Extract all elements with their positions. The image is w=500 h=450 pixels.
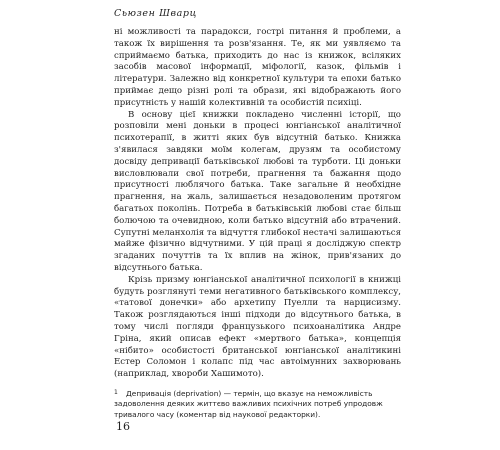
- running-head: Сьюзен Шварц: [114, 8, 197, 19]
- footnote: [114, 388, 401, 420]
- footnote-marker: 1: [114, 389, 118, 396]
- footnote-text: Депривація (deprivation) — термін, що вказує на неможливість задоволення деяких життєво важливих психічних потреб упродовж тривалого часу (коментар від наукової редакторки).: [114, 389, 383, 419]
- body-text: [114, 27, 401, 381]
- page-number: 16: [116, 420, 130, 433]
- paragraph-continued: ні можливості та парадокси, гострі питання й проблеми, а також їх вирішення та розв'язання. Те, як ми уявляємо та сприймаємо батька, приходить до нас із книжок, всіляких засобів масової інформації, міфології, казок, фільмів і літератури. Залежно від конкретної культури та епохи батько приймає дещо різні ролі та образи, які відображають його присутність у нашій колективній та особистій психіці.: [114, 27, 401, 108]
- paragraph: В основу цієї книжки покладено численні історії, що розповіли мені доньки в процесі юнгіанської аналітичної психотерапії, в житті яких був відсутній батько. Книжка з'явилася завдяки моїм колегам, друзям та особистому досвіду депривації батьківської любові та турботи. Ці доньки висловлювали свої потреби, прагнення та бажання щодо присутності люблячого батька. Таке загальне й необхідне прагнення, на жаль, залишається незадоволеним протягом багатьох поколінь. Потреба в батьківській любові стає більш болючою та очевидною, коли батько відсутній або втрачений. Супутні меланхолія та відчуття глибокої нестачі залишаються майже фізично відчутними. У цій праці я досліджую спектр згаданих почуттів та їх вплив на жінок, прив'язаних до відсутнього батька.: [114, 109, 401, 273]
- paragraph: Крізь призму юнгіанської аналітичної психології в книжці будуть розглянуті теми негативного батьківського комплексу, «татової донечки» або архетипу Пуелли та нарцисизму. Також розглядаються інші підходи до відсутнього батька, в тому числі погляди французького психоаналітика Андре Гріна, який описав ефект «мертвого батька», концепція «нібито» особистості британської юнгіанської аналітикині Естер Соломон і колапс під час автоімунних захворювань (наприклад, хвороби Хашимото).: [114, 274, 401, 380]
